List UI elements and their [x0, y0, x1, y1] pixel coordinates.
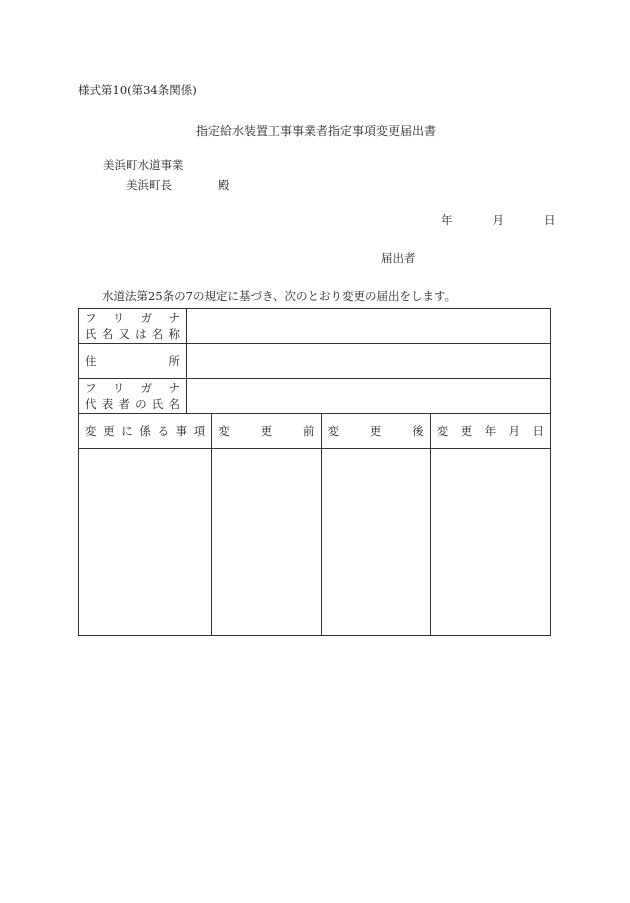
address-label-cell: [79, 344, 187, 379]
before-change-input-cell[interactable]: [212, 449, 321, 636]
header-before-change: 変 更 前: [212, 414, 321, 449]
submitter-label: 届出者: [381, 251, 416, 265]
name-label: 氏 名 又 は 名 称: [85, 327, 180, 341]
date-field: [441, 212, 556, 228]
after-change-input-cell[interactable]: [321, 449, 430, 636]
recipient-organization: 美浜町水道事業: [103, 158, 184, 172]
recipient-mayor: 美浜町長: [126, 178, 172, 192]
change-details-table: [78, 413, 551, 636]
change-item-input-cell[interactable]: [79, 449, 212, 636]
representative-furigana-label: フ リ ガ ナ: [85, 381, 180, 395]
header-after-change: 変 更 後: [321, 414, 430, 449]
date-month-label: 月: [492, 213, 504, 227]
name-input-cell[interactable]: [187, 309, 551, 344]
representative-name-label: 代 表 者 の 氏 名: [85, 397, 180, 411]
representative-input-cell[interactable]: [187, 379, 551, 414]
address-input-cell[interactable]: [187, 344, 551, 379]
address-label: 住 所: [85, 354, 180, 368]
date-year-label: 年: [441, 213, 453, 227]
intro-text: 水道法第25条の7の規定に基づき、次のとおり変更の届出をします。: [102, 289, 457, 303]
header-change-item: 変 更 に 係 る 事 項: [79, 414, 212, 449]
furigana-label: フ リ ガ ナ: [85, 311, 180, 325]
representative-label-cell: [79, 379, 187, 414]
applicant-table: [78, 308, 551, 414]
change-date-input-cell[interactable]: [430, 449, 550, 636]
document-title: 指定給水装置工事事業者指定事項変更届出書: [196, 124, 437, 138]
date-day-label: 日: [544, 213, 556, 227]
header-change-date: 変 更 年 月 日: [430, 414, 550, 449]
form-number: 様式第10(第34条関係): [78, 83, 197, 97]
recipient-honorific: 殿: [218, 178, 230, 192]
name-label-cell: [79, 309, 187, 344]
